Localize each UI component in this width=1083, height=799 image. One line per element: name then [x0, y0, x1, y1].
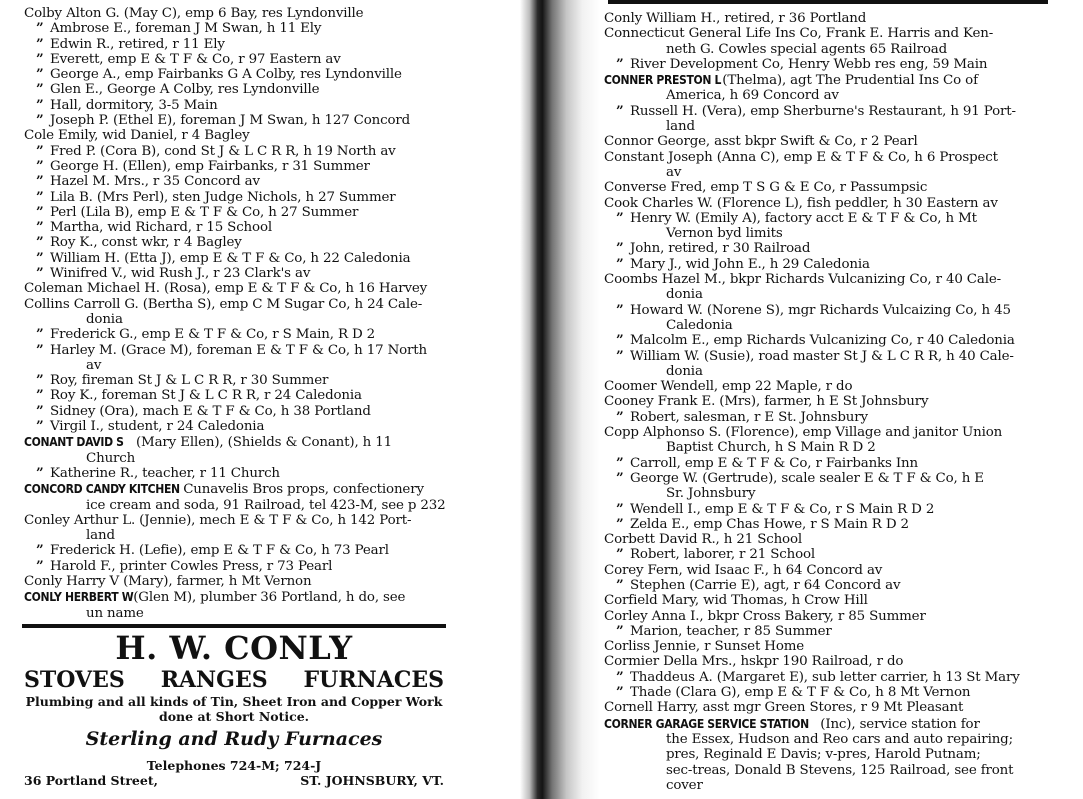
ad-top-rule: [22, 624, 446, 628]
entry-bold-name: CONNER PRESTON L: [604, 72, 722, 88]
directory-entry: [604, 11, 1028, 26]
directory-sub-entry: [604, 104, 1028, 135]
ditto-mark: ”: [36, 112, 44, 129]
directory-entry: [24, 297, 446, 328]
directory-sub-entry: [604, 471, 1028, 502]
directory-sub-entry: [604, 57, 1028, 72]
ditto-mark: ”: [616, 347, 624, 364]
entry-text: Russell H. (Vera), emp Sherburne's Restaurant, h 91 Port-: [630, 103, 1016, 119]
ditto-mark: ”: [616, 408, 624, 425]
entry-text: Connor George, asst bkpr Swift & Co, r 2 Pearl: [604, 134, 918, 150]
ditto-mark: ”: [36, 326, 44, 343]
directory-sub-entry: [24, 419, 446, 434]
entry-text: Thaddeus A. (Margaret E), sub letter carrier, h 13 St Mary: [630, 669, 1020, 685]
entry-continuation: pres, Reginald E Davis; v-pres, Harold Putnam;: [666, 747, 981, 763]
directory-sub-entry: [24, 466, 446, 481]
directory-entry: [604, 700, 1028, 715]
directory-entry: [604, 609, 1028, 624]
entry-text: Coombs Hazel M., bkpr Richards Vulcanizing Co, r 40 Cale-: [604, 272, 1002, 288]
directory-sub-entry: [604, 211, 1028, 242]
ditto-mark: ”: [36, 372, 44, 389]
entry-text: Stephen (Carrie E), agt, r 64 Concord av: [630, 577, 901, 593]
ditto-mark: ”: [36, 265, 44, 282]
directory-sub-entry: [24, 388, 446, 403]
entry-text: William H. (Etta J), emp E & T F & Co, h 22 Caledonia: [50, 250, 411, 266]
directory-sub-entry: [604, 502, 1028, 517]
directory-sub-entry: [604, 624, 1028, 639]
ditto-mark: ”: [616, 209, 624, 226]
directory-entry: [24, 574, 446, 589]
entry-text: Hall, dormitory, 3-5 Main: [50, 97, 218, 113]
entry-continuation: the Essex, Hudson and Reo cars and auto repairing;: [666, 731, 1013, 747]
entry-text: Robert, laborer, r 21 School: [630, 547, 816, 563]
ditto-mark: ”: [36, 219, 44, 236]
ad-address: [22, 773, 446, 788]
directory-sub-entry: [24, 220, 446, 235]
ad-telephones: Telephones 724-M; 724-J: [146, 758, 322, 773]
entry-text: Henry W. (Emily A), factory acct E & T F & Co, h Mt: [630, 210, 977, 226]
entry-continuation: donia: [86, 311, 123, 327]
hw-conly-advertisement: [22, 624, 446, 788]
entry-continuation: un name: [86, 605, 144, 621]
entry-continuation: av: [666, 164, 682, 180]
ditto-mark: ”: [616, 515, 624, 532]
directory-sub-entry: [604, 410, 1028, 425]
directory-sub-entry: [604, 670, 1028, 685]
entry-text: Harley M. (Grace M), foreman E & T F & Co, h 17 North: [50, 342, 428, 358]
entry-continuation: Caledonia: [666, 317, 733, 333]
ditto-mark: ”: [616, 469, 624, 486]
entry-continuation: Church: [86, 450, 136, 466]
entry-text: Wendell I., emp E & T F & Co, r S Main R D 2: [630, 501, 935, 517]
entry-text: Connecticut General Life Ins Co, Frank E. Harris and Ken-: [604, 26, 994, 42]
entry-text: Colby Alton G. (May C), emp 6 Bay, res Lyndonville: [24, 6, 364, 21]
entry-continuation: America, h 69 Concord av: [666, 88, 839, 104]
entry-bold-name: CONLY HERBERT W: [24, 589, 134, 605]
entry-text: Cormier Della Mrs., hskpr 190 Railroad, r do: [604, 654, 904, 670]
entry-text: (Thelma), agt The Prudential Ins Co of: [718, 73, 978, 89]
entry-continuation: Sr. Johnsbury: [666, 486, 756, 502]
entry-continuation: land: [666, 119, 695, 135]
entry-text: Conly William H., retired, r 36 Portland: [604, 11, 867, 26]
ditto-mark: ”: [36, 418, 44, 435]
directory-entry: [604, 134, 1028, 149]
directory-entry: [604, 150, 1028, 181]
directory-sub-entry: [24, 343, 446, 374]
entry-text: Cook Charles W. (Florence L), fish peddler, h 30 Eastern av: [604, 195, 998, 211]
directory-sub-entry: [604, 333, 1028, 348]
ad-product-furnaces: FURNACES: [303, 667, 444, 693]
entry-text: Thade (Clara G), emp E & T F & Co, h 8 Mt Vernon: [630, 685, 971, 701]
directory-entry: [24, 128, 446, 143]
entry-text: Glen E., George A Colby, res Lyndonville: [50, 82, 320, 98]
entry-text: Converse Fred, emp T S G & E Co, r Passumpsic: [604, 180, 928, 196]
ditto-mark: ”: [36, 173, 44, 190]
directory-entry: [604, 180, 1028, 195]
ditto-mark: ”: [616, 55, 624, 72]
entry-continuation: ice cream and soda, 91 Railroad, tel 423-M, see p 232: [86, 497, 446, 513]
directory-sub-entry: [604, 303, 1028, 334]
entry-bold-name: CORNER GARAGE SERVICE STATION: [604, 715, 809, 731]
ad-city: ST. JOHNSBURY, VT.: [300, 773, 444, 788]
entry-text: Mary J., wid John E., h 29 Caledonia: [630, 256, 870, 272]
ditto-mark: ”: [36, 50, 44, 67]
directory-sub-entry: [24, 21, 446, 36]
ditto-mark: ”: [36, 387, 44, 404]
directory-entry: [604, 563, 1028, 578]
entry-text: Ambrose E., foreman J M Swan, h 11 Ely: [50, 21, 322, 37]
entry-text: Virgil I., student, r 24 Caledonia: [50, 419, 265, 435]
entry-text: Frederick H. (Lefie), emp E & T F & Co, h 73 Pearl: [50, 543, 389, 559]
directory-bold-entry: [604, 716, 1028, 793]
ad-title: H. W. CONLY: [115, 629, 353, 667]
entry-text: Cunavelis Bros props, confectionery: [179, 482, 424, 498]
entry-text: Harold F., printer Cowles Press, r 73 Pearl: [50, 558, 333, 574]
ditto-mark: ”: [36, 96, 44, 113]
entry-text: Zelda E., emp Chas Howe, r S Main R D 2: [630, 516, 909, 532]
entry-text: Coomer Wendell, emp 22 Maple, r do: [604, 379, 853, 395]
ditto-mark: ”: [36, 20, 44, 37]
directory-sub-entry: [604, 517, 1028, 532]
entry-text: Malcolm E., emp Richards Vulcanizing Co, r 40 Caledonia: [630, 333, 1015, 349]
entry-text: Winifred V., wid Rush J., r 23 Clark's av: [50, 266, 311, 282]
directory-entry: [604, 425, 1028, 456]
entry-text: Conly Harry V (Mary), farmer, h Mt Vernon: [24, 573, 312, 589]
ad-product-stoves: STOVES: [24, 667, 125, 693]
directory-sub-entry: [24, 205, 446, 220]
ditto-mark: ”: [616, 668, 624, 685]
directory-sub-entry: [24, 113, 446, 128]
ditto-mark: ”: [36, 557, 44, 574]
ad-brands: Sterling and Rudy Furnaces: [85, 728, 383, 750]
entry-continuation: neth G. Cowles special agents 65 Railroad: [666, 41, 948, 57]
entry-text: Edwin R., retired, r 11 Ely: [50, 36, 225, 52]
directory-entry: [604, 639, 1028, 654]
ditto-mark: ”: [36, 464, 44, 481]
right-page: [588, 0, 1083, 799]
directory-bold-entry: [604, 72, 1028, 104]
ditto-mark: ”: [36, 402, 44, 419]
directory-sub-entry: [604, 349, 1028, 380]
entry-continuation: cover: [666, 777, 703, 793]
ditto-mark: ”: [616, 102, 624, 119]
ditto-mark: ”: [616, 332, 624, 349]
entry-continuation: donia: [666, 363, 703, 379]
entry-text: Frederick G., emp E & T F & Co, r S Main, R D 2: [50, 327, 376, 343]
entry-text: Howard W. (Norene S), mgr Richards Vulcaizing Co, h 45: [630, 302, 1011, 318]
entry-text: Perl (Lila B), emp E & T F & Co, h 27 Summer: [50, 204, 359, 220]
directory-entry: [604, 379, 1028, 394]
directory-bold-entry: [24, 589, 446, 621]
ditto-mark: ”: [36, 35, 44, 52]
ditto-mark: ”: [36, 542, 44, 559]
entry-text: Corfield Mary, wid Thomas, h Crow Hill: [604, 593, 868, 609]
entry-text: Copp Alphonso S. (Florence), emp Village and janitor Union: [604, 425, 1003, 441]
directory-entry: [604, 272, 1028, 303]
entry-text: Marion, teacher, r 85 Summer: [630, 623, 832, 639]
directory-sub-entry: [24, 159, 446, 174]
entry-continuation: Vernon byd limits: [666, 226, 783, 242]
ad-description-line2: done at Short Notice.: [158, 709, 310, 724]
ad-product-ranges: RANGES: [160, 667, 268, 693]
directory-entry: [24, 6, 446, 21]
entry-text: Corbett David R., h 21 School: [604, 532, 803, 548]
entry-text: Constant Joseph (Anna C), emp E & T F & Co, h 6 Prospect: [604, 149, 998, 165]
ditto-mark: ”: [616, 622, 624, 639]
entry-text: Roy, fireman St J & L C R R, r 30 Summer: [50, 373, 329, 389]
entry-text: John, retired, r 30 Railroad: [630, 241, 811, 257]
right-directory-column: [604, 11, 1028, 793]
directory-entry: [604, 593, 1028, 608]
entry-text: (Inc), service station for: [816, 716, 980, 732]
ditto-mark: ”: [36, 249, 44, 266]
ditto-mark: ”: [616, 255, 624, 272]
entry-text: Robert, salesman, r E St. Johnsbury: [630, 409, 868, 425]
directory-sub-entry: [24, 251, 446, 266]
entry-text: Coleman Michael H. (Rosa), emp E & T F & Co, h 16 Harvey: [24, 281, 428, 297]
ditto-mark: ”: [616, 546, 624, 563]
ad-products: [22, 666, 446, 694]
entry-text: Martha, wid Richard, r 15 School: [50, 220, 272, 236]
directory-sub-entry: [24, 174, 446, 189]
directory-bold-entry: [24, 481, 446, 513]
directory-sub-entry: [24, 404, 446, 419]
entry-text: Hazel M. Mrs., r 35 Concord av: [50, 174, 260, 190]
directory-entry: [604, 532, 1028, 547]
entry-bold-name: CONCORD CANDY KITCHEN: [24, 481, 180, 497]
entry-text: Joseph P. (Ethel E), foreman J M Swan, h 127 Concord: [50, 113, 411, 129]
entry-continuation: Baptist Church, h S Main R D 2: [666, 440, 876, 456]
entry-text: Fred P. (Cora B), cond St J & L C R R, h 19 North av: [50, 143, 396, 159]
directory-sub-entry: [24, 559, 446, 574]
entry-text: (Glen M), plumber 36 Portland, h do, see: [129, 590, 406, 606]
entry-continuation: donia: [666, 287, 703, 303]
directory-bold-entry: [24, 434, 446, 466]
directory-sub-entry: [604, 547, 1028, 562]
entry-text: George W. (Gertrude), scale sealer E & T F & Co, h E: [630, 470, 984, 486]
entry-text: Corliss Jennie, r Sunset Home: [604, 639, 805, 655]
entry-text: Sidney (Ora), mach E & T F & Co, h 38 Portland: [50, 403, 371, 419]
entry-text: Corley Anna I., bkpr Cross Bakery, r 85 Summer: [604, 608, 926, 624]
directory-entry: [604, 394, 1028, 409]
directory-entry: [24, 513, 446, 544]
directory-sub-entry: [24, 82, 446, 97]
entry-text: (Mary Ellen), (Shields & Conant), h 11: [131, 435, 392, 451]
entry-text: Corey Fern, wid Isaac F., h 64 Concord av: [604, 562, 883, 578]
entry-continuation: av: [86, 357, 102, 373]
directory-sub-entry: [24, 327, 446, 342]
entry-text: Katherine R., teacher, r 11 Church: [50, 465, 280, 481]
ditto-mark: ”: [616, 240, 624, 257]
entry-text: Everett, emp E & T F & Co, r 97 Eastern av: [50, 51, 341, 67]
directory-sub-entry: [24, 266, 446, 281]
directory-sub-entry: [24, 190, 446, 205]
entry-text: Cooney Frank E. (Mrs), farmer, h E St Johnsbury: [604, 394, 929, 410]
entry-continuation: land: [86, 528, 115, 544]
left-page: [0, 0, 530, 799]
entry-text: Roy K., const wkr, r 4 Bagley: [50, 235, 242, 251]
directory-sub-entry: [604, 257, 1028, 272]
ad-street: 36 Portland Street,: [24, 773, 158, 788]
entry-text: George A., emp Fairbanks G A Colby, res Lyndonville: [50, 67, 402, 83]
directory-sub-entry: [24, 543, 446, 558]
ditto-mark: ”: [616, 454, 624, 471]
entry-bold-name: CONANT DAVID S: [24, 434, 124, 450]
entry-text: Cornell Harry, asst mgr Green Stores, r 9 Mt Pleasant: [604, 700, 964, 716]
ditto-mark: ”: [616, 301, 624, 318]
directory-sub-entry: [604, 456, 1028, 471]
directory-entry: [604, 26, 1028, 57]
entry-text: Collins Carroll G. (Bertha S), emp C M Sugar Co, h 24 Cale-: [24, 296, 423, 312]
ditto-mark: ”: [616, 500, 624, 517]
directory-sub-entry: [604, 241, 1028, 256]
ditto-mark: ”: [36, 66, 44, 83]
ditto-mark: ”: [36, 142, 44, 159]
entry-text: Lila B. (Mrs Perl), sten Judge Nichols, h 27 Summer: [50, 189, 396, 205]
entry-text: William W. (Susie), road master St J & L C R R, h 40 Cale-: [630, 348, 1014, 364]
directory-sub-entry: [24, 67, 446, 82]
entry-text: Carroll, emp E & T F & Co, r Fairbanks Inn: [630, 455, 918, 471]
directory-sub-entry: [24, 52, 446, 67]
directory-sub-entry: [24, 144, 446, 159]
ditto-mark: ”: [616, 576, 624, 593]
directory-sub-entry: [604, 578, 1028, 593]
directory-entry: [604, 654, 1028, 669]
directory-sub-entry: [604, 685, 1028, 700]
directory-entry: [604, 196, 1028, 211]
entry-text: Cole Emily, wid Daniel, r 4 Bagley: [24, 128, 250, 144]
directory-entry: [24, 281, 446, 296]
ditto-mark: ”: [36, 188, 44, 205]
ditto-mark: ”: [36, 234, 44, 251]
ditto-mark: ”: [36, 203, 44, 220]
ditto-mark: ”: [616, 684, 624, 701]
ditto-mark: ”: [36, 81, 44, 98]
directory-sub-entry: [24, 373, 446, 388]
directory-sub-entry: [24, 98, 446, 113]
entry-text: Roy K., foreman St J & L C R R, r 24 Caledonia: [50, 388, 362, 404]
left-directory-column: [24, 6, 446, 621]
directory-sub-entry: [24, 235, 446, 250]
entry-continuation: sec-treas, Donald B Stevens, 125 Railroad, see front: [666, 762, 1014, 778]
directory-sub-entry: [24, 37, 446, 52]
ad-description-line1: Plumbing and all kinds of Tin, Sheet Iron and Copper Work: [25, 694, 443, 709]
ditto-mark: ”: [36, 341, 44, 358]
ditto-mark: ”: [36, 157, 44, 174]
entry-text: River Development Co, Henry Webb res eng, 59 Main: [630, 56, 988, 72]
entry-text: Conley Arthur L. (Jennie), mech E & T F & Co, h 142 Port-: [24, 512, 412, 528]
entry-text: George H. (Ellen), emp Fairbanks, r 31 Summer: [50, 158, 370, 174]
